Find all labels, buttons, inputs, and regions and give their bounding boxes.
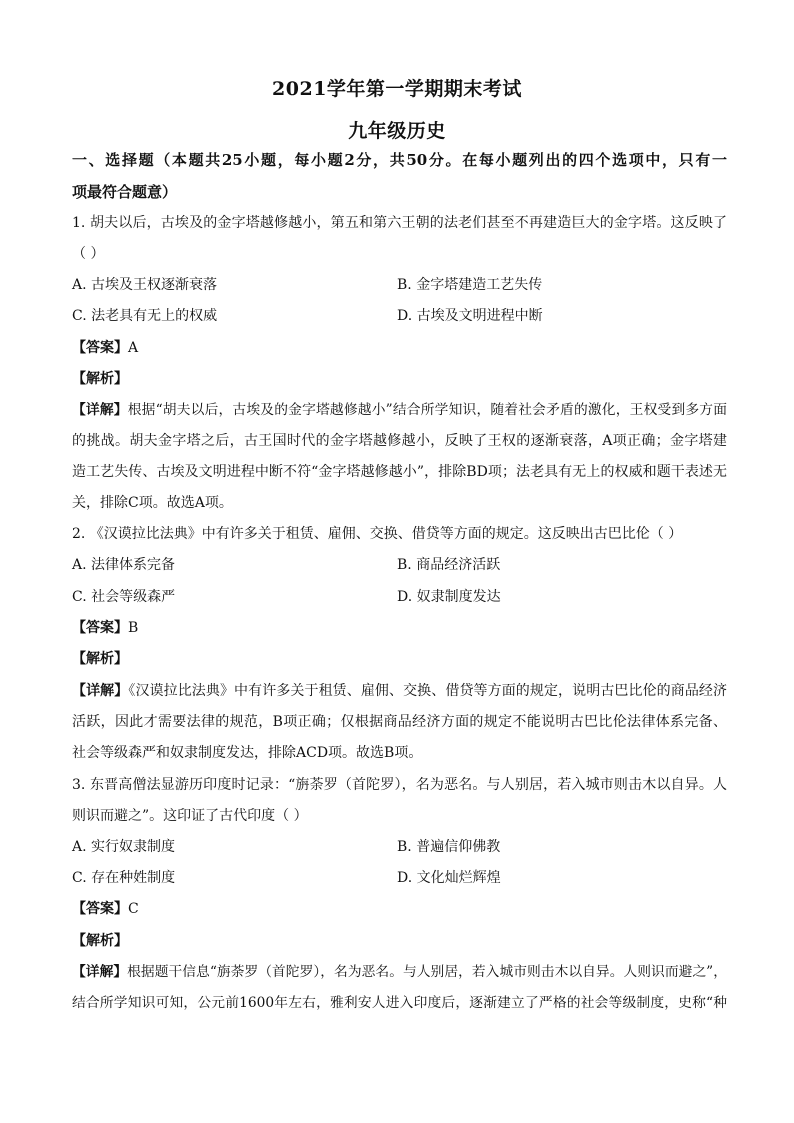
q2-answer-value: B	[128, 620, 139, 636]
exam-title: 2021学年第一学期期末考试	[272, 78, 522, 100]
answer-label: 【答案】	[72, 620, 128, 636]
q2-detail-text1: 《汉谟拉比法典》中有许多关于租赁、雇佣、交换、借贷等方面的规定，说明古巴比伦的商品经济	[128, 683, 728, 699]
q1-detail-line1	[72, 400, 727, 420]
section-heading-line1: 一、选择题（本题共25小题，每小题2分，共50分。在每小题列出的四个选项中，只有一	[72, 151, 727, 169]
answer-label: 【答案】	[72, 901, 128, 917]
q3-option-c: C. 存在种姓制度	[72, 870, 176, 886]
q2-analysis-label: 【解析】	[72, 651, 128, 667]
q1-option-c: C. 法老具有无上的权威	[72, 308, 218, 324]
answer-label: 【答案】	[72, 340, 128, 356]
q1-option-d: D. 古埃及文明进程中断	[397, 308, 543, 324]
q1-option-b: B. 金字塔建造工艺失传	[397, 277, 543, 293]
section-heading-line2: 项最符合题意）	[72, 183, 178, 201]
exam-subtitle: 九年级历史	[348, 120, 446, 142]
q1-option-a: A. 古埃及王权逐渐衰落	[72, 277, 218, 293]
q2-option-d: D. 奴隶制度发达	[397, 589, 501, 605]
q2-stem-line1: 2. 《汉谟拉比法典》中有许多关于租赁、雇佣、交换、借贷等方面的规定。这反映出古巴比伦（ ）	[72, 526, 683, 542]
q3-analysis-label: 【解析】	[72, 933, 128, 949]
q3-option-a: A. 实行奴隶制度	[72, 839, 176, 855]
q3-answer	[72, 899, 727, 919]
q2-detail-line1	[72, 681, 727, 701]
q3-detail-line1	[72, 962, 727, 982]
q1-stem-line1: 1. 胡夫以后，古埃及的金字塔越修越小，第五和第六王朝的法老们甚至不再建造巨大的金字塔。这反映了	[72, 215, 727, 231]
q1-answer-value: A	[128, 340, 139, 356]
q2-option-b: B. 商品经济活跃	[397, 557, 501, 573]
detail-label: 【详解】	[72, 964, 128, 980]
q3-stem-line2: 则识而避之”。这印证了古代印度（ ）	[72, 808, 308, 824]
q3-option-b: B. 普遍信仰佛教	[397, 839, 501, 855]
q3-answer-value: C	[128, 901, 139, 917]
q3-detail-line2: 结合所学知识可知，公元前1600年左右，雅利安人进入印度后，逐渐建立了严格的社会等级制度，史称“种	[72, 995, 727, 1011]
q1-detail-line4: 关，排除C项。故选A项。	[72, 495, 233, 511]
q3-option-d: D. 文化灿烂辉煌	[397, 870, 501, 886]
q2-option-c: C. 社会等级森严	[72, 589, 176, 605]
q2-answer	[72, 618, 727, 638]
q1-detail-line2: 的挑战。胡夫金字塔之后，古王国时代的金字塔越修越小，反映了王权的逐渐衰落，A项正确；金字塔建	[72, 433, 727, 449]
q1-detail-line3: 造工艺失传、古埃及文明进程中断不符“金字塔越修越小”，排除BD项；法老具有无上的权威和题干表述无	[72, 464, 727, 480]
detail-label: 【详解】	[72, 683, 129, 699]
q3-stem-line1: 3. 东晋高僧法显游历印度时记录：“旃荼罗（首陀罗），名为恶名。与人别居，若入城市则击木以自异。人	[72, 777, 727, 793]
q2-option-a: A. 法律体系完备	[72, 557, 176, 573]
q1-detail-text1: 根据“胡夫以后，古埃及的金字塔越修越小”结合所学知识，随着社会矛盾的激化，王权受到多方面	[127, 402, 727, 418]
q3-detail-text1: 根据题干信息“旃荼罗（首陀罗），名为恶名。与人别居，若入城市则击木以自异。人则识而避之”，	[127, 964, 727, 980]
q2-detail-line3: 社会等级森严和奴隶制度发达，排除ACD项。故选B项。	[72, 745, 423, 761]
q1-answer	[72, 338, 727, 358]
q1-analysis-label: 【解析】	[72, 371, 128, 387]
detail-label: 【详解】	[72, 402, 128, 418]
q2-detail-line2: 活跃，因此才需要法律的规范，B项正确；仅根据商品经济方面的规定不能说明古巴比伦法律体系完备、	[72, 714, 727, 730]
q1-stem-line2: （ ）	[72, 246, 105, 262]
